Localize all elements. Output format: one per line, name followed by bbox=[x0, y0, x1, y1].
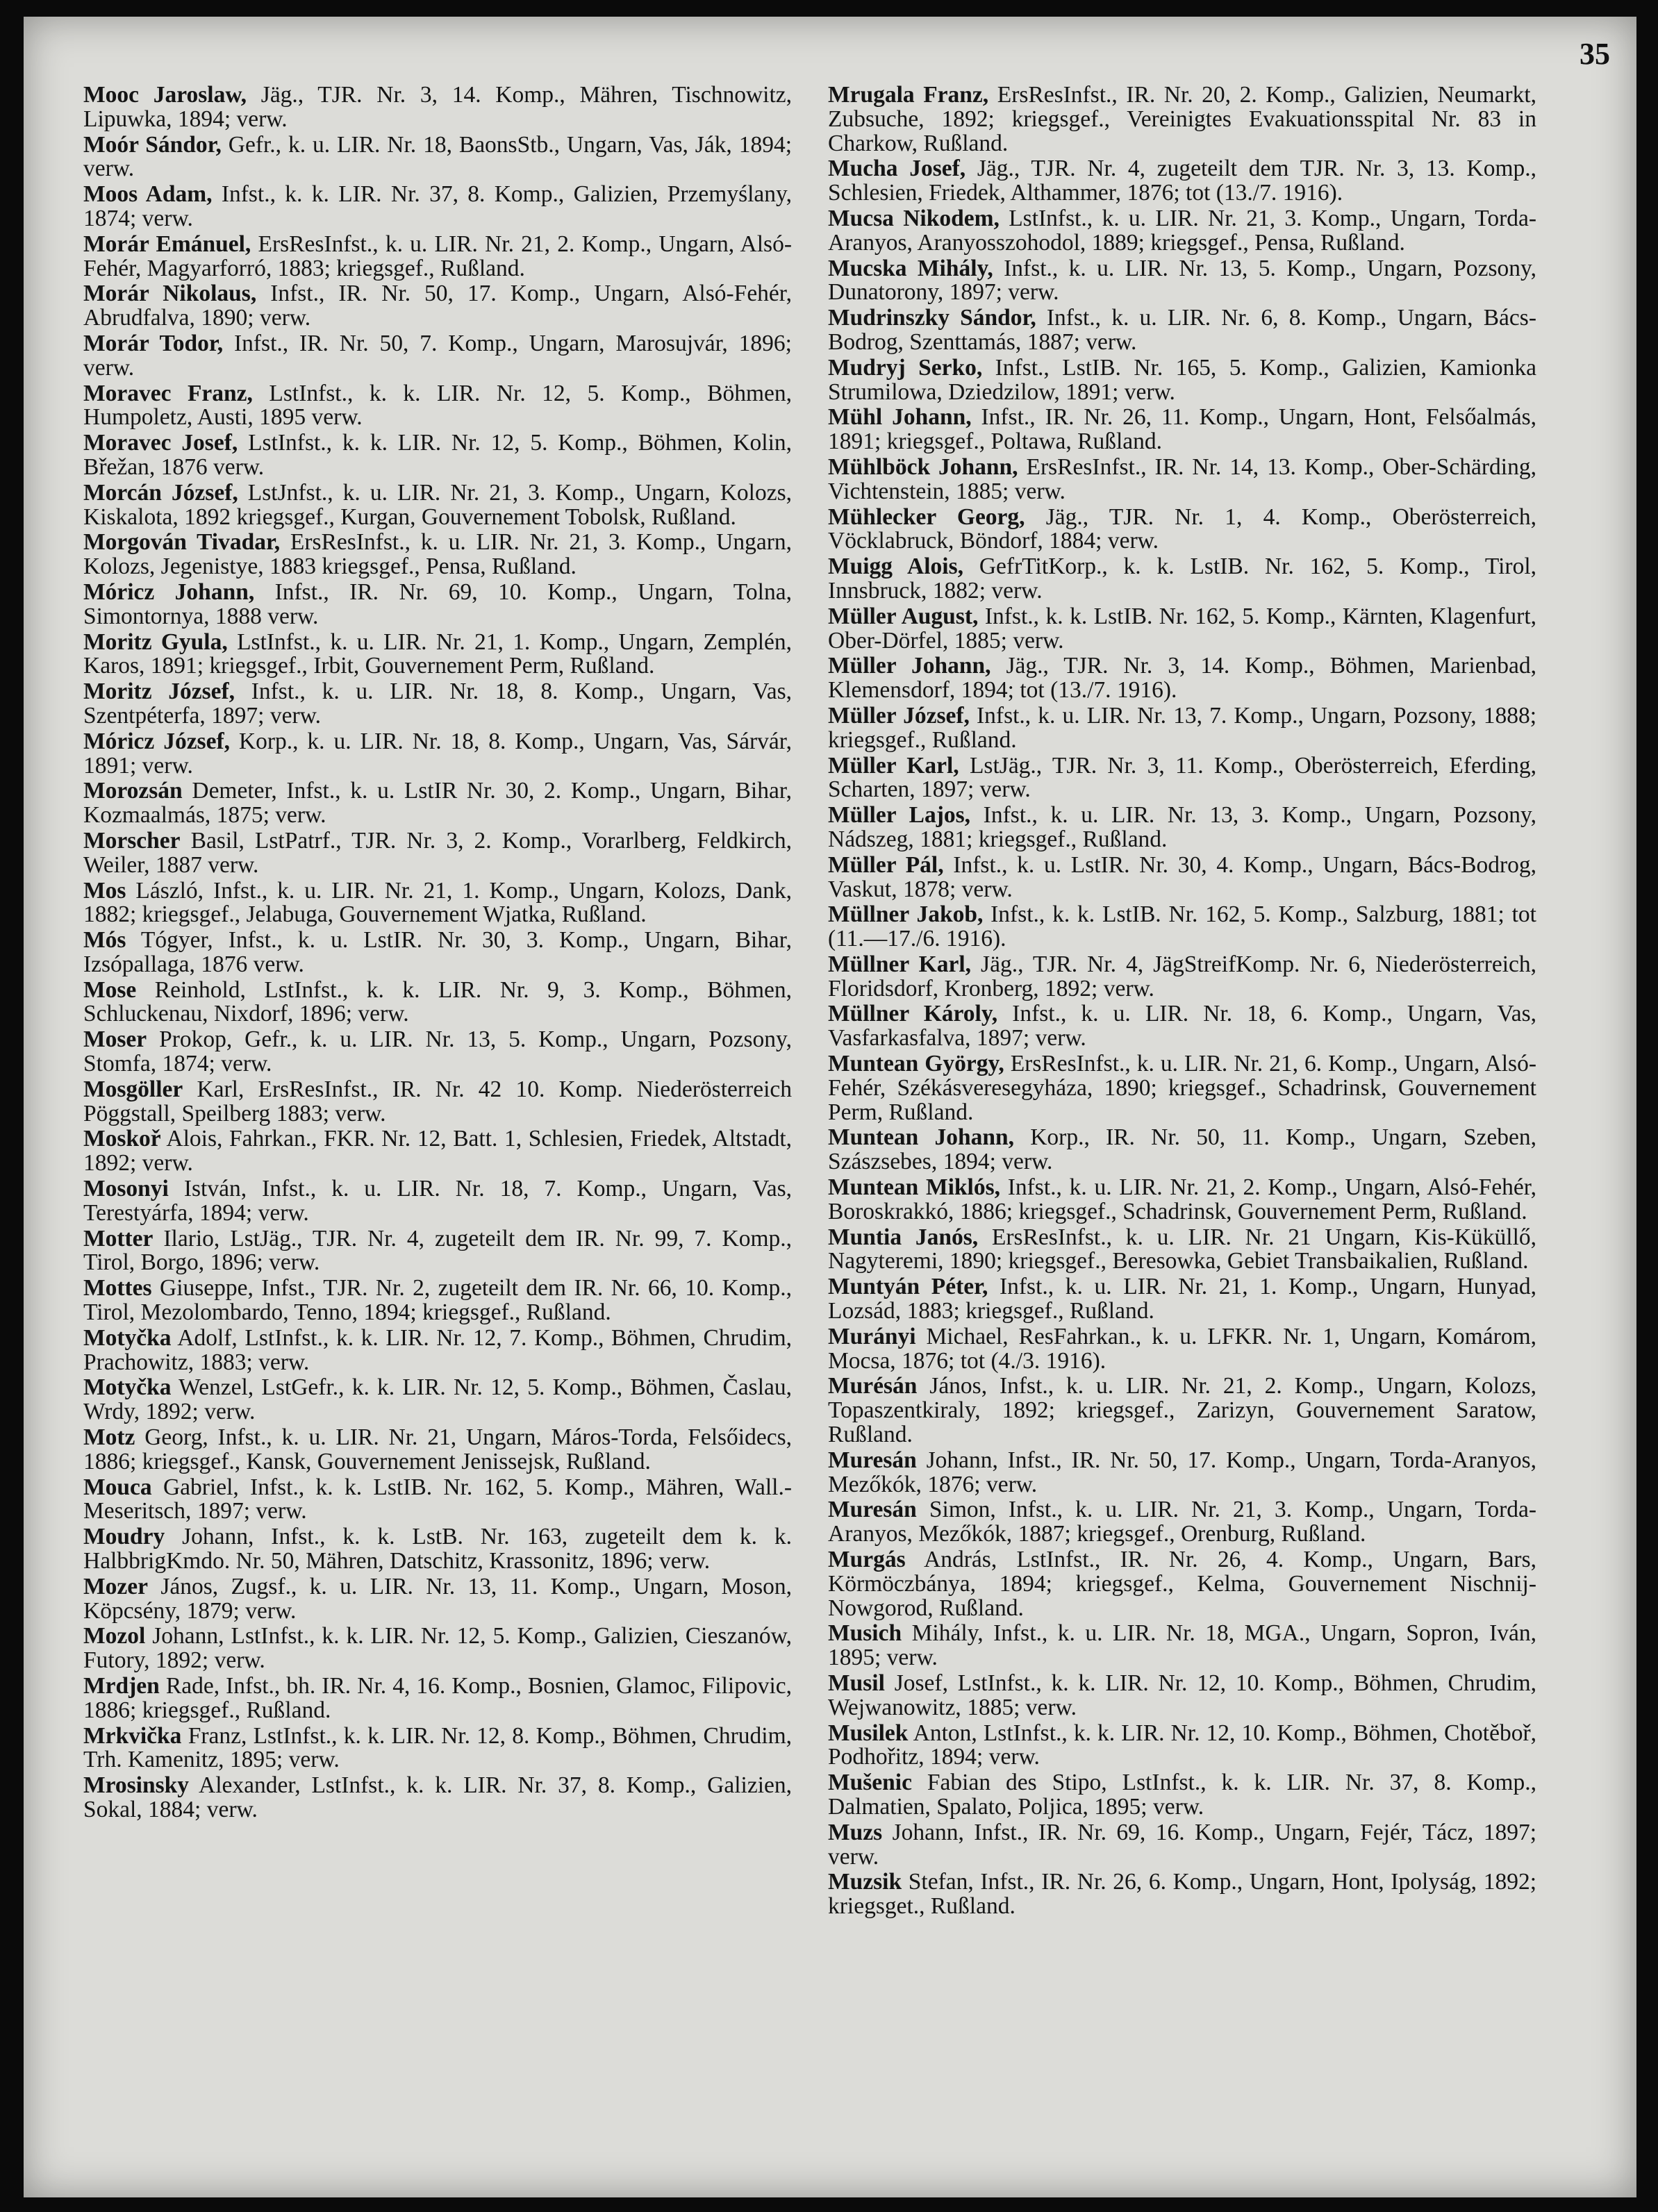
entry-details: ErsResInfst., k. u. LIR. Nr. 21, 3. Komp., Ungarn, Kolozs, Jegenistye, 1883 kriegsgef., Pensa, Rußland. bbox=[83, 529, 792, 580]
entry-name: Mudryj Serko, bbox=[828, 354, 983, 381]
entry-details: Infst., k. k. LIR. Nr. 37, 8. Komp., Galizien, Przemyślany, 1874; verw. bbox=[83, 181, 792, 231]
entry-details: Jäg., TJR. Nr. 4, JägStreifKomp. Nr. 6, Niederösterreich, Floridsdorf, Kronberg, 1892; verw. bbox=[828, 951, 1536, 1001]
register-entry bbox=[828, 356, 1536, 405]
register-entry bbox=[828, 1498, 1536, 1547]
entry-details: Infst., k. u. LIR. Nr. 18, 6. Komp., Ungarn, Vas, Vasfarkasfalva, 1897; verw. bbox=[828, 1001, 1536, 1051]
entry-details: Korp., IR. Nr. 50, 11. Komp., Ungarn, Szeben, Szászsebes, 1894; verw. bbox=[828, 1124, 1536, 1175]
register-entry bbox=[83, 431, 792, 480]
entry-name: Mrugala Franz, bbox=[828, 83, 989, 108]
register-entry bbox=[828, 851, 1536, 902]
register-entry bbox=[83, 1277, 792, 1325]
entry-name: Mucska Mihály, bbox=[828, 255, 993, 281]
register-entry bbox=[828, 1325, 1536, 1374]
register-entry bbox=[828, 555, 1536, 604]
register-entry bbox=[828, 1771, 1536, 1820]
register-entry bbox=[83, 133, 792, 182]
entry-name: Motyčka bbox=[83, 1324, 172, 1351]
entry-details: Infst., k. u. LIR. Nr. 18, 8. Komp., Ungarn, Vas, Szentpéterfa, 1897; verw. bbox=[83, 679, 792, 729]
entry-name: Mooc Jaroslaw, bbox=[83, 83, 247, 108]
register-entry bbox=[828, 506, 1536, 554]
register-entry bbox=[83, 581, 792, 629]
entry-details: Fabian des Stipo, LstInfst., k. k. LIR. Nr. 37, 8. Komp., Dalmatien, Spalato, Poljica, 1895; verw. bbox=[828, 1770, 1536, 1820]
entry-details: Infst., k. k. LstIB. Nr. 162, 5. Komp., Salzburg, 1881; tot (11.—17./6. 1916). bbox=[828, 901, 1536, 952]
register-entry bbox=[828, 207, 1536, 256]
entry-details: Franz, LstInfst., k. k. LIR. Nr. 12, 8. Komp., Böhmen, Chrudim, Trh. Kamenitz, 1895; verw. bbox=[83, 1722, 792, 1773]
register-entry bbox=[828, 1126, 1536, 1174]
entry-name: Mose bbox=[83, 976, 137, 1003]
entry-details: Simon, Infst., k. u. LIR. Nr. 21, 3. Komp., Ungarn, Torda-Aranyos, Mezőkók, 1887; kriegsgef., Orenburg, Rußland. bbox=[828, 1497, 1536, 1547]
register-entry bbox=[83, 1724, 792, 1773]
entry-details: Michael, ResFahrkan., k. u. LFKR. Nr. 1, Ungarn, Komárom, Mocsa, 1876; tot (4./3. 1916). bbox=[828, 1323, 1536, 1374]
entry-details: Johann, Infst., k. k. LstB. Nr. 163, zugeteilt dem k. k. HalbbrigKmdo. Nr. 50, Mähren, Datschitz, Krassonitz, 1896; verw. bbox=[83, 1524, 792, 1574]
entry-name: Muigg Alois, bbox=[828, 554, 964, 580]
entry-name: Mühlböck Johann, bbox=[828, 454, 1018, 480]
entry-details: LstInfst., k. k. LIR. Nr. 12, 5. Komp., Böhmen, Kolin, Břežan, 1876 verw. bbox=[83, 430, 792, 480]
entry-details: Infst., IR. Nr. 50, 7. Komp., Ungarn, Marosujvár, 1896; verw. bbox=[83, 330, 792, 381]
entry-details: Infst., k. u. LIR. Nr. 21, 2. Komp., Ungarn, Alsó-Fehér, Boroskrakkó, 1886; kriegsgef., Schadrinsk, Gouvernement Perm, Rußland. bbox=[828, 1174, 1536, 1224]
register-entry bbox=[83, 1127, 792, 1176]
entry-details: Korp., k. u. LIR. Nr. 18, 8. Komp., Ungarn, Vas, Sárvár, 1891; verw. bbox=[83, 728, 792, 779]
register-entry bbox=[828, 1870, 1536, 1919]
entry-details: Jäg., TJR. Nr. 3, 14. Komp., Böhmen, Marienbad, Klemensdorf, 1894; tot (13./7. 1916). bbox=[828, 653, 1536, 704]
entry-details: LstInfst., k. u. LIR. Nr. 21, 1. Komp., Ungarn, Zemplén, Karos, 1891; kriegsgef., Irbit, Gouvernement Perm, Rußland. bbox=[83, 629, 792, 679]
entry-details: Tógyer, Infst., k. u. LstIR. Nr. 30, 3. Komp., Ungarn, Bihar, Izsópallaga, 1876 verw. bbox=[83, 927, 792, 977]
entry-name: Moravec Franz, bbox=[83, 380, 253, 406]
entry-name: Móricz József, bbox=[83, 728, 230, 754]
register-entry bbox=[828, 456, 1536, 504]
register-entry bbox=[828, 903, 1536, 951]
register-entry bbox=[828, 306, 1536, 355]
register-entry bbox=[828, 157, 1536, 206]
entry-details: János, Infst., k. u. LIR. Nr. 21, 2. Komp., Ungarn, Kolozs, Topaszentkiraly, 1892; kriegsgef., Zarizyn, Gouvernement Saratow, Rußland. bbox=[828, 1373, 1536, 1448]
entry-details: Rade, Infst., bh. IR. Nr. 4, 16. Komp., Bosnien, Glamoc, Filipovic, 1886; kriegsgef., Rußland. bbox=[83, 1673, 792, 1723]
entry-details: László, Infst., k. u. LIR. Nr. 21, 1. Komp., Ungarn, Kolozs, Dank, 1882; kriegsgef., Jelabuga, Gouvernement Wjatka, Rußland. bbox=[83, 877, 792, 928]
entry-name: Morgován Tivadar, bbox=[83, 529, 281, 556]
entry-details: Stefan, Infst., IR. Nr. 26, 6. Komp., Ungarn, Hont, Ipolyság, 1892; kriegsget., Rußland. bbox=[828, 1869, 1536, 1920]
register-entry bbox=[828, 1622, 1536, 1670]
register-entry bbox=[828, 953, 1536, 1001]
register-entry bbox=[828, 1821, 1536, 1870]
entry-name: Mühl Johann, bbox=[828, 404, 972, 431]
entry-details: Infst., k. u. LIR. Nr. 13, 5. Komp., Ungarn, Pozsony, Dunatorony, 1897; verw. bbox=[828, 255, 1536, 306]
entry-details: Jäg., TJR. Nr. 4, zugeteilt dem TJR. Nr. 3, 13. Komp., Schlesien, Friedek, Althammer, 1876; tot (13./7. 1916). bbox=[828, 156, 1536, 206]
entry-name: Mozol bbox=[83, 1623, 146, 1649]
register-entry bbox=[83, 83, 792, 132]
entry-details: Ilario, LstJäg., TJR. Nr. 4, zugeteilt dem IR. Nr. 99, 7. Komp., Tirol, Borgo, 1896; verw. bbox=[83, 1225, 792, 1276]
entry-details: Infst., k. u. LIR. Nr. 13, 3. Komp., Ungarn, Pozsony, Nádszeg, 1881; kriegsgef., Rußland. bbox=[828, 802, 1536, 852]
register-entry bbox=[83, 233, 792, 281]
entry-name: Muntean Johann, bbox=[828, 1124, 1015, 1151]
register-entry bbox=[828, 1052, 1536, 1124]
register-entry bbox=[828, 1722, 1536, 1770]
register-entry bbox=[83, 1177, 792, 1226]
entry-details: János, Zugsf., k. u. LIR. Nr. 13, 11. Komp., Ungarn, Moson, Köpcsény, 1879; verw. bbox=[83, 1573, 792, 1624]
entry-details: Johann, Infst., IR. Nr. 69, 16. Komp., Ungarn, Fejér, Tácz, 1897; verw. bbox=[828, 1819, 1536, 1870]
entry-details: Adolf, LstInfst., k. k. LIR. Nr. 12, 7. Komp., Böhmen, Chrudim, Prachowitz, 1883; verw. bbox=[83, 1324, 792, 1375]
register-entry bbox=[83, 481, 792, 530]
entry-name: Murányi bbox=[828, 1323, 916, 1349]
entry-name: Mosgöller bbox=[83, 1076, 183, 1102]
register-entry bbox=[828, 1002, 1536, 1051]
register-entry bbox=[83, 1674, 792, 1723]
register-entry bbox=[83, 1624, 792, 1673]
entry-name: Móricz Johann, bbox=[83, 579, 255, 605]
entry-details: Infst., LstIB. Nr. 165, 5. Komp., Galizien, Kamionka Strumilowa, Dziedzilow, 1891; verw. bbox=[828, 354, 1536, 405]
entry-name: Muresán bbox=[828, 1497, 917, 1523]
entry-name: Mucsa Nikodem, bbox=[828, 205, 1000, 231]
entry-name: Mós bbox=[83, 927, 126, 954]
entry-name: Muresán bbox=[828, 1447, 917, 1473]
entry-details: LstJäg., TJR. Nr. 3, 11. Komp., Oberösterreich, Eferding, Scharten, 1897; verw. bbox=[828, 752, 1536, 803]
entry-details: Infst., k. u. LIR. Nr. 13, 7. Komp., Ungarn, Pozsony, 1888; kriegsgef., Rußland. bbox=[828, 702, 1536, 753]
entry-details: Jäg., TJR. Nr. 3, 14. Komp., Mähren, Tischnowitz, Lipuwka, 1894; verw. bbox=[83, 83, 792, 132]
entry-name: Muntyán Péter, bbox=[828, 1274, 988, 1300]
register-entry bbox=[828, 804, 1536, 852]
entry-details: ErsResInfst., IR. Nr. 14, 13. Komp., Ober-Schärding, Vichtenstein, 1885; verw. bbox=[828, 454, 1536, 504]
right-column bbox=[828, 83, 1536, 2167]
register-entry bbox=[83, 680, 792, 729]
register-entry bbox=[83, 1426, 792, 1474]
entry-details: Anton, LstInfst., k. k. LIR. Nr. 12, 10. Komp., Böhmen, Chotěboř, Podhořitz, 1894; verw. bbox=[828, 1720, 1536, 1770]
register-entry bbox=[83, 730, 792, 779]
register-entry bbox=[83, 879, 792, 928]
entry-details: Mihály, Infst., k. u. LIR. Nr. 18, MGA., Ungarn, Sopron, Iván, 1895; verw. bbox=[828, 1620, 1536, 1671]
entry-name: Morcán József, bbox=[83, 479, 238, 506]
entry-details: LstInfst., k. k. LIR. Nr. 12, 5. Komp., Böhmen, Humpoletz, Austi, 1895 verw. bbox=[83, 380, 792, 431]
entry-name: Mühlecker Georg, bbox=[828, 504, 1025, 530]
entry-name: Mušenic bbox=[828, 1770, 912, 1796]
entry-details: ErsResInfst., IR. Nr. 20, 2. Komp., Galizien, Neumarkt, Zubsuche, 1892; kriegsgef., Vereinigtes Evakuationsspital Nr. 83 in Charkow, Rußland. bbox=[828, 83, 1536, 156]
register-entry bbox=[828, 754, 1536, 803]
entry-details: ErsResInfst., k. u. LIR. Nr. 21 Ungarn, Kis-Küküllő, Nagyteremi, 1890; kriegsgef., Beresowka, Gebiet Transbaikalien, Rußland. bbox=[828, 1224, 1536, 1274]
register-entry bbox=[83, 531, 792, 579]
register-entry bbox=[83, 779, 792, 828]
entry-details: Reinhold, LstInfst., k. k. LIR. Nr. 9, 3. Komp., Böhmen, Schluckenau, Nixdorf, 1896; verw. bbox=[83, 976, 792, 1027]
entry-name: Müller August, bbox=[828, 603, 979, 629]
entry-name: Morozsán bbox=[83, 778, 183, 804]
entry-details: ErsResInfst., k. u. LIR. Nr. 21, 2. Komp., Ungarn, Alsó-Fehér, Magyarforró, 1883; kriegsgef., Rußland. bbox=[83, 231, 792, 281]
entry-details: Demeter, Infst., k. u. LstIR Nr. 30, 2. Komp., Ungarn, Bihar, Kozmaalmás, 1875; verw. bbox=[83, 778, 792, 829]
entry-name: Musil bbox=[828, 1670, 885, 1696]
entry-name: Mottes bbox=[83, 1275, 152, 1302]
entry-name: Muzsik bbox=[828, 1869, 902, 1895]
entry-name: Motz bbox=[83, 1424, 135, 1451]
entry-name: Moos Adam, bbox=[83, 181, 213, 208]
entry-details: Infst., IR. Nr. 50, 17. Komp., Ungarn, Alsó-Fehér, Abrudfalva, 1890; verw. bbox=[83, 281, 792, 331]
entry-name: Musilek bbox=[828, 1720, 909, 1746]
entry-name: Mucha Josef, bbox=[828, 156, 966, 182]
entry-name: Moór Sándor, bbox=[83, 131, 222, 158]
entry-name: Moudry bbox=[83, 1524, 165, 1550]
register-entry bbox=[83, 282, 792, 331]
document-page bbox=[24, 17, 1636, 2197]
register-entry bbox=[83, 829, 792, 878]
entry-details: Gabriel, Infst., k. k. LstIB. Nr. 162, 5. Komp., Mähren, Wall.-Meseritsch, 1897; verw. bbox=[83, 1474, 792, 1524]
entry-details: Infst., IR. Nr. 69, 10. Komp., Ungarn, Tolna, Simontornya, 1888 verw. bbox=[83, 579, 792, 629]
entry-details: Johann, LstInfst., k. k. LIR. Nr. 12, 5. Komp., Galizien, Cieszanów, Futory, 1892; verw. bbox=[83, 1623, 792, 1674]
entry-details: Georg, Infst., k. u. LIR. Nr. 21, Ungarn, Máros-Torda, Felsőidecs, 1886; kriegsgef., Kansk, Gouvernement Jenissejsk, Rußland. bbox=[83, 1424, 792, 1474]
entry-details: Alois, Fahrkan., FKR. Nr. 12, Batt. 1, Schlesien, Friedek, Altstadt, 1892; verw. bbox=[83, 1126, 792, 1176]
entry-details: GefrTitKorp., k. k. LstIB. Nr. 162, 5. Komp., Tirol, Innsbruck, 1882; verw. bbox=[828, 554, 1536, 604]
register-entry bbox=[83, 382, 792, 431]
entry-name: Morár Todor, bbox=[83, 330, 224, 356]
entry-details: LstInfst., k. u. LIR. Nr. 21, 3. Komp., Ungarn, Torda-Aranyos, Aranyosszohodol, 1889; kriegsgef., Pensa, Rußland. bbox=[828, 205, 1536, 256]
entry-name: Moritz Gyula, bbox=[83, 629, 228, 655]
register-entry bbox=[828, 654, 1536, 703]
entry-name: Moskoř bbox=[83, 1126, 161, 1152]
entry-name: Mouca bbox=[83, 1474, 152, 1500]
entry-name: Moser bbox=[83, 1026, 147, 1053]
entry-details: András, LstInfst., IR. Nr. 26, 4. Komp., Ungarn, Bars, Körmöczbánya, 1894; kriegsgef., Kelma, Gouvernement Nischnij-Nowgorod, Rußland. bbox=[828, 1547, 1536, 1621]
register-entry bbox=[83, 631, 792, 679]
register-entry bbox=[83, 1774, 792, 1822]
entry-name: Murésán bbox=[828, 1373, 918, 1399]
entry-name: Motyčka bbox=[83, 1374, 172, 1401]
entry-details: Infst., IR. Nr. 26, 11. Komp., Ungarn, Hont, Felsőalmás, 1891; kriegsgef., Poltawa, Rußland. bbox=[828, 404, 1536, 455]
register-entry bbox=[83, 1028, 792, 1076]
entry-details: LstJnfst., k. u. LIR. Nr. 21, 3. Komp., Ungarn, Kolozs, Kiskalota, 1892 kriegsgef., Kurgan, Gouvernement Tobolsk, Rußland. bbox=[83, 479, 792, 530]
entry-name: Müllner Karl, bbox=[828, 951, 972, 977]
entry-name: Müller József, bbox=[828, 702, 970, 729]
entry-name: Müller Karl, bbox=[828, 752, 959, 779]
entry-details: Infst., k. u. LstIR. Nr. 30, 4. Komp., Ungarn, Bács-Bodrog, Vaskut, 1878; verw. bbox=[828, 851, 1536, 902]
entry-name: Morár Nikolaus, bbox=[83, 281, 257, 307]
entry-name: Musich bbox=[828, 1620, 902, 1647]
register-entry bbox=[828, 1374, 1536, 1447]
entry-name: Muzs bbox=[828, 1819, 883, 1845]
register-entry bbox=[828, 1449, 1536, 1497]
register-entry bbox=[83, 1324, 792, 1375]
register-entry bbox=[828, 406, 1536, 454]
register-entry bbox=[828, 1548, 1536, 1620]
entry-name: Morár Emánuel, bbox=[83, 231, 251, 257]
entry-name: Mrdjen bbox=[83, 1673, 160, 1699]
entry-name: Müllner Károly, bbox=[828, 1001, 998, 1027]
register-entry bbox=[828, 257, 1536, 306]
register-entry bbox=[83, 1476, 792, 1524]
register-entry bbox=[83, 1575, 792, 1624]
entry-details: Johann, Infst., IR. Nr. 50, 17. Komp., Ungarn, Torda-Aranyos, Mezőkók, 1876; verw. bbox=[828, 1447, 1536, 1497]
left-column bbox=[83, 83, 792, 2167]
entry-details: Infst., k. u. LIR. Nr. 6, 8. Komp., Ungarn, Bács-Bodrog, Szenttamás, 1887; verw. bbox=[828, 305, 1536, 355]
entry-details: Giuseppe, Infst., TJR. Nr. 2, zugeteilt dem IR. Nr. 66, 10. Komp., Tirol, Mezolombardo, Tenno, 1894; kriegsgef., Rußland. bbox=[83, 1275, 792, 1326]
entry-details: Wenzel, LstGefr., k. k. LIR. Nr. 12, 5. Komp., Böhmen, Časlau, Wrdy, 1892; verw. bbox=[83, 1374, 792, 1425]
entry-details: Alexander, LstInfst., k. k. LIR. Nr. 37, 8. Komp., Galizien, Sokal, 1884; verw. bbox=[83, 1772, 792, 1822]
entry-name: Motter bbox=[83, 1225, 154, 1251]
entry-details: Infst., k. u. LIR. Nr. 21, 1. Komp., Ungarn, Hunyad, Lozsád, 1883; kriegsgef., Rußland. bbox=[828, 1274, 1536, 1324]
entry-name: Muntean Miklós, bbox=[828, 1174, 1001, 1201]
entry-name: Mosonyi bbox=[83, 1176, 169, 1202]
entry-name: Mrosinsky bbox=[83, 1772, 190, 1799]
entry-name: Müllner Jakob, bbox=[828, 901, 984, 928]
register-entry bbox=[828, 605, 1536, 654]
register-entry bbox=[828, 1176, 1536, 1224]
entry-details: Infst., k. k. LstIB. Nr. 162, 5. Komp., Kärnten, Klagenfurt, Ober-Dörfel, 1885; verw. bbox=[828, 603, 1536, 654]
register-entry bbox=[828, 83, 1536, 156]
entry-name: Müller Lajos, bbox=[828, 802, 971, 829]
entry-name: Muntean György, bbox=[828, 1051, 1004, 1077]
entry-details: Josef, LstInfst., k. k. LIR. Nr. 12, 10. Komp., Böhmen, Chrudim, Wejwanowitz, 1885; verw. bbox=[828, 1670, 1536, 1720]
entry-name: Müller Johann, bbox=[828, 653, 991, 679]
entry-details: Basil, LstPatrf., TJR. Nr. 3, 2. Komp., Vorarlberg, Feldkirch, Weiler, 1887 verw. bbox=[83, 827, 792, 878]
register-entry bbox=[83, 929, 792, 977]
entry-details: ErsResInfst., k. u. LIR. Nr. 21, 6. Komp., Ungarn, Alsó-Fehér, Székásveresegyháza, 1890; kriegsgef., Schadrinsk, Gouvernement Perm, Rußland. bbox=[828, 1051, 1536, 1125]
entry-details: Jäg., TJR. Nr. 1, 4. Komp., Oberösterreich, Vöcklabruck, Böndorf, 1884; verw. bbox=[828, 504, 1536, 554]
entry-name: Mozer bbox=[83, 1573, 148, 1599]
entry-name: Mudrinszky Sándor, bbox=[828, 305, 1036, 331]
page-number: 35 bbox=[1580, 37, 1610, 71]
register-entry bbox=[828, 1226, 1536, 1274]
register-entry bbox=[83, 183, 792, 231]
entry-details: István, Infst., k. u. LIR. Nr. 18, 7. Komp., Ungarn, Vas, Terestyárfa, 1894; verw. bbox=[83, 1176, 792, 1226]
entry-name: Moravec Josef, bbox=[83, 430, 238, 456]
entry-details: Prokop, Gefr., k. u. LIR. Nr. 13, 5. Komp., Ungarn, Pozsony, Stomfa, 1874; verw. bbox=[83, 1026, 792, 1077]
register-entry bbox=[83, 976, 792, 1027]
entry-details: Karl, ErsResInfst., IR. Nr. 42 10. Komp. Niederösterreich Pöggstall, Speilberg 1883; verw. bbox=[83, 1076, 792, 1126]
entry-name: Müller Pál, bbox=[828, 851, 944, 878]
register-entry bbox=[83, 1376, 792, 1424]
register-entry bbox=[83, 1227, 792, 1276]
register-entry bbox=[83, 1525, 792, 1574]
register-entry bbox=[83, 1078, 792, 1126]
entry-name: Mos bbox=[83, 877, 126, 904]
entry-name: Mrkvička bbox=[83, 1722, 182, 1749]
register-entry bbox=[828, 704, 1536, 753]
entry-name: Muntia Janós, bbox=[828, 1224, 979, 1250]
entry-name: Murgás bbox=[828, 1547, 906, 1573]
register-entry bbox=[83, 332, 792, 381]
entry-name: Moritz József, bbox=[83, 679, 235, 705]
register-entry bbox=[828, 1672, 1536, 1720]
register-entry bbox=[828, 1275, 1536, 1324]
entry-name: Morscher bbox=[83, 827, 181, 854]
entry-details: Gefr., k. u. LIR. Nr. 18, BaonsStb., Ungarn, Vas, Ják, 1894; verw. bbox=[83, 131, 792, 182]
